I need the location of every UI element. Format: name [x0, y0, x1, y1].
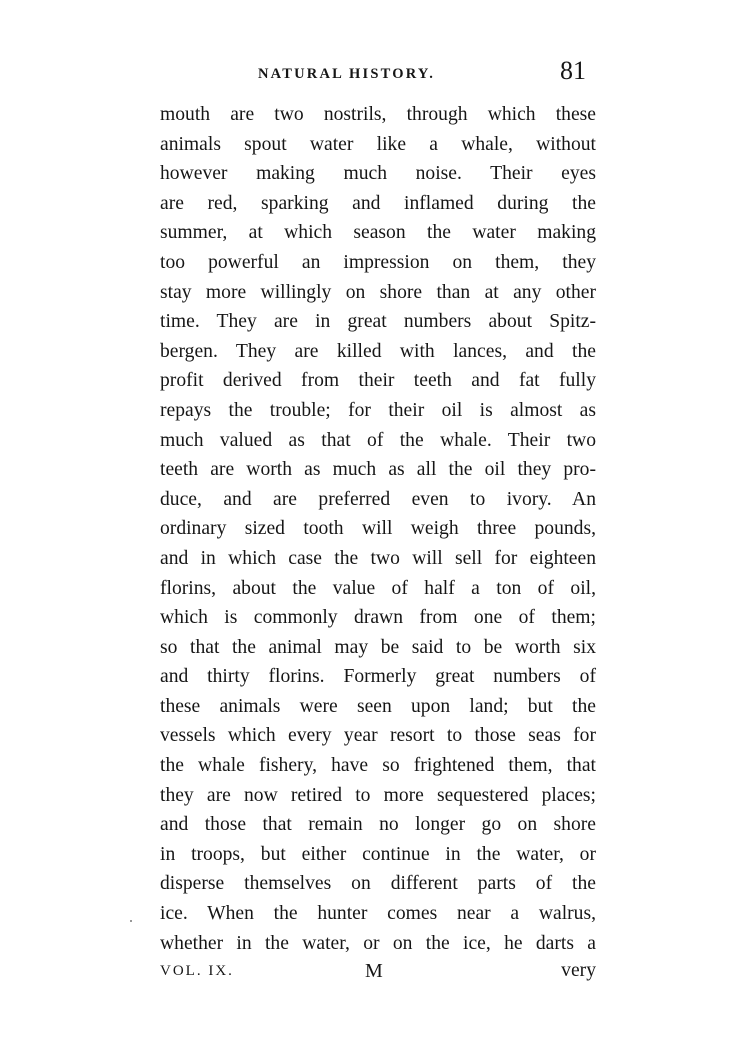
- text-line: teeth are worth as much as all the oil they pro-: [160, 459, 596, 481]
- page-footer: [160, 956, 596, 986]
- text-line: repays the trouble; for their oil is almost as: [160, 399, 596, 421]
- text-line: they are now retired to more sequestered places;: [160, 784, 596, 806]
- text-line: and thirty florins. Formerly great numbers of: [160, 666, 596, 688]
- text-line: ordinary sized tooth will weigh three pounds,: [160, 518, 596, 540]
- text-line: bergen. They are killed with lances, and the: [160, 340, 596, 362]
- text-line: profit derived from their teeth and fat fully: [160, 370, 596, 392]
- text-line: however making much noise. Their eyes: [160, 163, 596, 185]
- text-line: vessels which every year resort to those seas for: [160, 725, 596, 747]
- text-line: mouth are two nostrils, through which these: [160, 104, 596, 125]
- page-number: 81: [560, 56, 586, 85]
- text-line: florins, about the value of half a ton of oil,: [160, 577, 596, 599]
- text-line: duce, and are preferred even to ivory. An: [160, 488, 596, 510]
- text-line: whether in the water, or on the ice, he darts a: [160, 932, 596, 954]
- text-line: summer, at which season the water making: [160, 222, 596, 244]
- catchword: very: [561, 960, 596, 981]
- text-line: and those that remain no longer go on shore: [160, 814, 596, 836]
- text-line: and in which case the two will sell for eighteen: [160, 547, 596, 569]
- text-line: these animals were seen upon land; but the: [160, 695, 596, 717]
- text-line: which is commonly drawn from one of them;: [160, 607, 596, 629]
- text-line: much valued as that of the whale. Their two: [160, 429, 596, 451]
- paper-speck: [130, 920, 132, 922]
- text-line: in troops, but either continue in the water, or: [160, 843, 596, 865]
- text-line: the whale fishery, have so frightened them, that: [160, 755, 596, 777]
- signature-mark: M: [365, 960, 383, 982]
- text-line: are red, sparking and inflamed during the: [160, 192, 596, 214]
- text-line: ice. When the hunter comes near a walrus,: [160, 903, 596, 925]
- text-line: stay more willingly on shore than at any other: [160, 281, 596, 303]
- text-line: too powerful an impression on them, they: [160, 251, 596, 273]
- body-text: [160, 100, 596, 958]
- text-line: so that the animal may be said to be worth six: [160, 636, 596, 658]
- text-line: time. They are in great numbers about Spitz-: [160, 311, 596, 333]
- text-line: animals spout water like a whale, without: [160, 133, 596, 155]
- text-line: disperse themselves on different parts of the: [160, 873, 596, 895]
- volume-number: VOL. IX.: [160, 963, 234, 979]
- running-title: NATURAL HISTORY.: [258, 66, 436, 82]
